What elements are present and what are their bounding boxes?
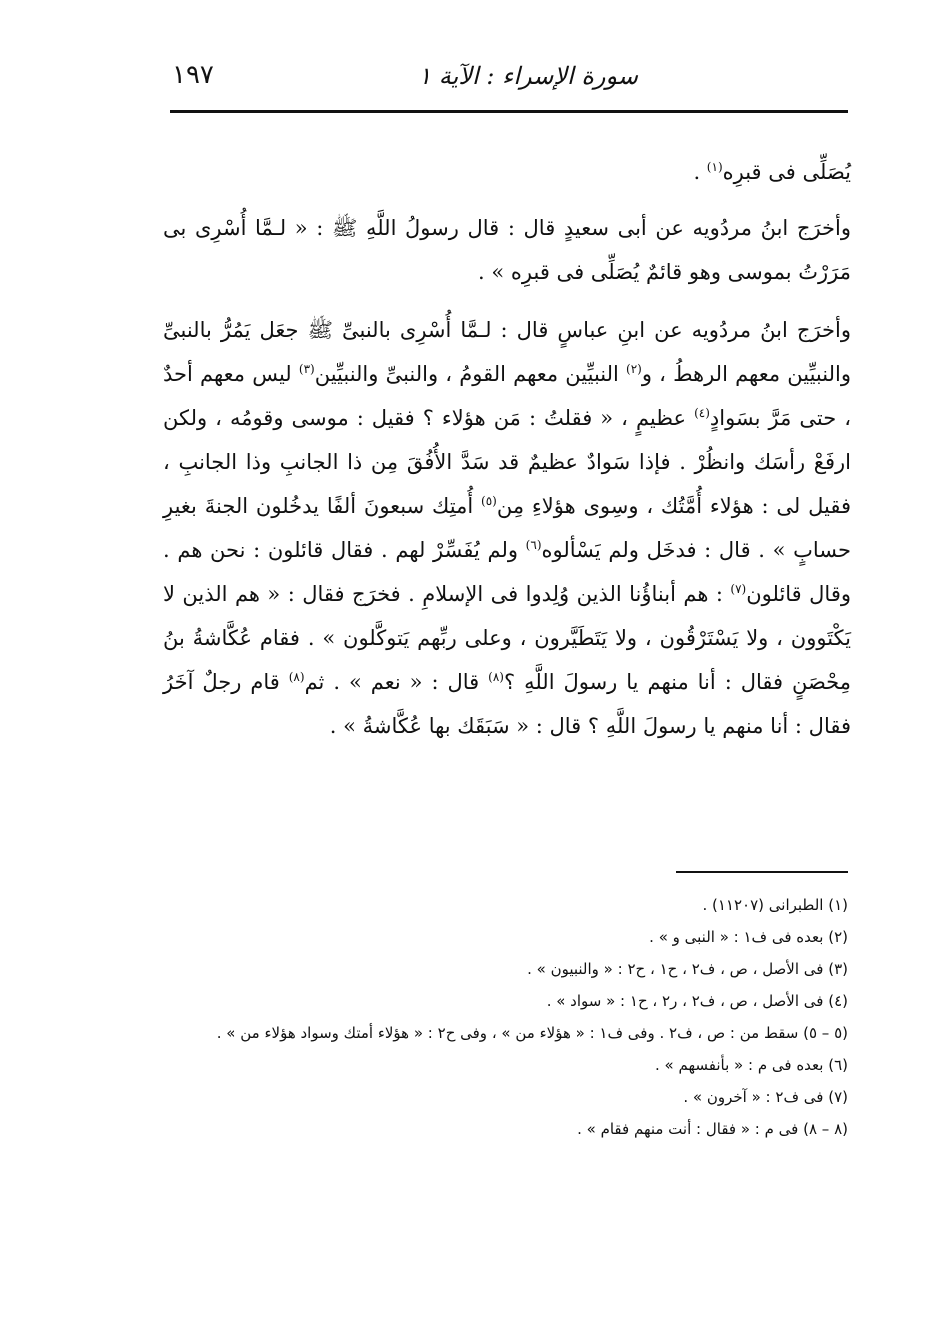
header-divider [170, 110, 848, 113]
main-text [163, 150, 851, 762]
surah-title: سورة الإسراء : الآية ١ [418, 62, 638, 90]
paragraph-text: أُمتِك سبعونَ ألفًا يدخُلون الجنةَ بغيرِ حسابٍ » . قال : فدخَل ولم يَسْألوه [163, 494, 852, 562]
footnote-line: (٤) فى الأصل ، ص ، ف٢ ، ر٢ ، ح١ : « سواد » . [546, 992, 848, 1010]
paragraph-text: عظيمٍ ، « فقلتُ : مَن هؤلاء ؟ فقيل : موسى وقومُه ، ولكن ارفَعْ رأسَك وانظُرْ . فإذا سَوادٌ عظيمٌ قد سَدَّ الأُفُقَ مِن ذا الجانبِ وذا الجانبِ ، فقيل لى : هؤلاء أُمَّتُك ، وسِوى هؤلاءِ مِن [163, 406, 851, 518]
footnote-line: (١) الطبرانى (١١٢٠٧) . [702, 896, 848, 914]
footnote-line: (٢) بعده فى ف١ : « النبى و » . [649, 928, 848, 946]
footnote-marker: (٣) [298, 362, 315, 376]
page-number: ١٩٧ [172, 60, 214, 90]
footnote-marker: (٨) [288, 670, 305, 684]
paragraph-text: ليس معهم أحدٌ ، حتى مَرَّ بسَوادٍ [163, 362, 851, 430]
paragraph-text: ولم يُفَسِّرْ لهم . فقال قائلون : نحن هم . وقال قائلون [163, 538, 851, 606]
footnote-line: (٨ – ٨) فى م : « فقال : أنت منهم فقام » . [577, 1120, 848, 1138]
paragraph-text: وأخرَج ابنُ مردُويه عن أبى سعيدٍ قال : قال رسولُ اللَّهِ ﷺ : « لـمَّا أُسْرِى بى مَرَرْتُ بموسى وهو قائمٌ يُصَلِّى فى قبرِه » . [163, 216, 851, 284]
footnote-marker: (٨) [488, 670, 504, 684]
paragraph-text: قام رجلٌ آخَرُ فقال : أنا منهم يا رسولَ اللَّهِ ؟ قال : « سَبَقَك بها عُكَّاشةُ » . [163, 670, 851, 738]
paragraph-text: . [693, 160, 707, 184]
footnote-line: (٦) بعده فى م : « بأنفسهم » . [655, 1056, 848, 1074]
paragraph-text: وأخرَج ابنُ مردُويه عن ابنِ عباسٍ قال : لـمَّا أُسْرِى بالنبىِّ ﷺ جعَل يَمُرُّ بالنبىِّ والنبيِّين معهم الرهطُ ، و [163, 318, 851, 386]
footnote-marker: (٢) [626, 362, 642, 376]
paragraph-text: يُصَلِّى فى قبرِه [722, 160, 851, 184]
main-paragraph [163, 308, 851, 748]
running-header [172, 58, 848, 98]
footnote-marker: (٦) [525, 538, 542, 552]
footnote-marker: (٧) [730, 582, 747, 596]
paragraph-text: قال : « نعم » . ثم [304, 670, 489, 694]
footnote-marker: (١) [706, 160, 723, 174]
footnote-marker: (٥) [481, 494, 497, 508]
footnotes [160, 889, 848, 1145]
paragraph-text: النبيِّين معهم القومُ ، والنبىِّ والنبيِّين [314, 362, 627, 386]
paragraph-text: : هم أبناؤُنا الذين وُلِدوا فى الإسلامِ . فخرَج فقال : « هم الذين لا يَكْتَوون ، ولا يَسْتَرْقُون ، ولا يَتَطَيَّرون ، وعلى ربِّهم يَتوكَّلون » . فقام عُكَّاشةُ بنُ مِحْصَنٍ فقال : أنا منهم يا رسولَ اللَّهِ ؟ [163, 582, 851, 694]
footnote-line: (٥ – ٥) سقط من : ص ، ف٢ . وفى ف١ : « هؤلاء من » ، وفى ح٢ : « هؤلاء أمتك وسواد هؤلاء من » . [216, 1024, 848, 1042]
footnote-line: (٣) فى الأصل ، ص ، ف٢ ، ح١ ، ح٢ : « والنبيون » . [527, 960, 848, 978]
main-paragraph [163, 206, 851, 294]
footnote-divider [676, 871, 848, 873]
main-paragraph [163, 150, 851, 194]
footnote-marker: (٤) [694, 406, 710, 420]
footnote-line: (٧) فى ف٢ : « آخرون » . [683, 1088, 848, 1106]
